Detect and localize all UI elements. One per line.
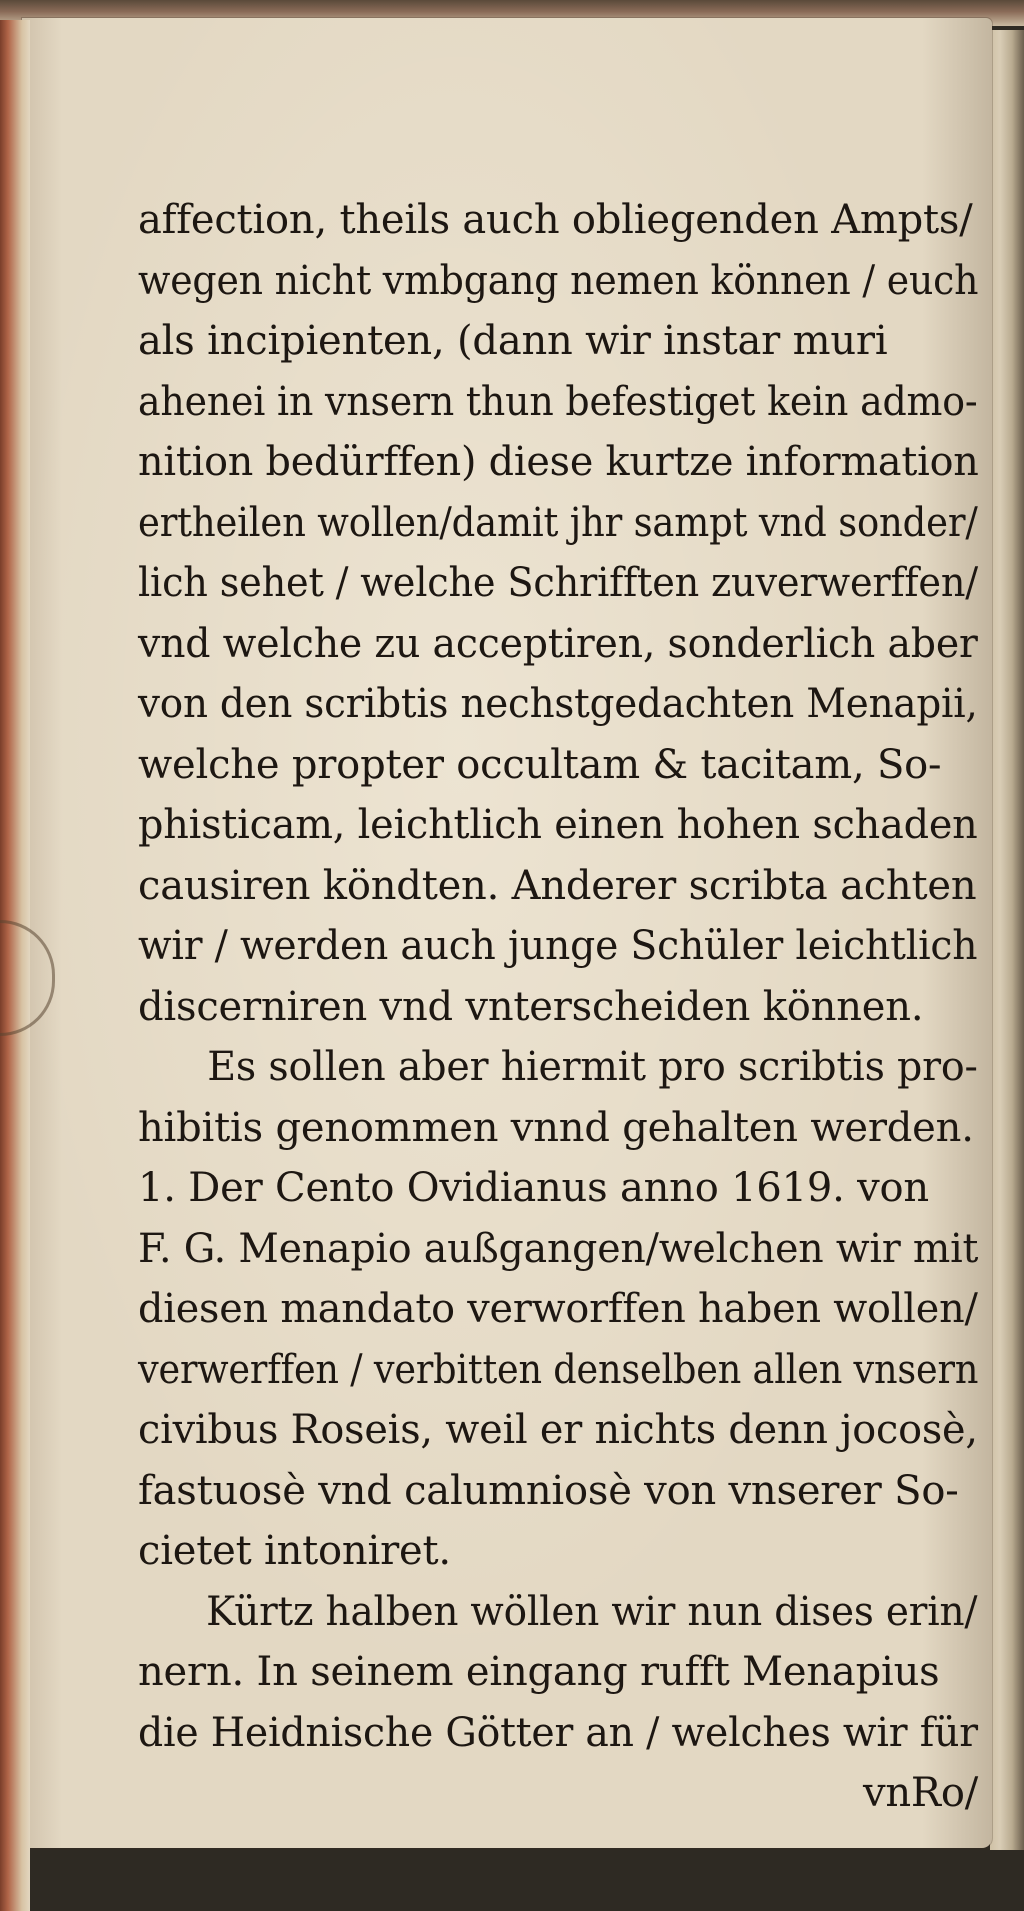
page-text xyxy=(138,190,978,1824)
text-line: als incipienten, (dann wir instar muri xyxy=(138,318,888,364)
text-line: civibus Roseis, weil er nichts denn jocosè, xyxy=(138,1407,978,1453)
text-line: wir / werden auch junge Schüler leichtlich xyxy=(138,923,978,969)
text-line: hibitis genommen vnnd gehalten werden. xyxy=(138,1104,974,1151)
text-line: die Heidnische Götter an / welches wir für xyxy=(138,1709,978,1756)
text-line: ertheilen wollen/damit jhr sampt vnd sonder/ xyxy=(138,499,978,546)
text-line: Kürtz halben wöllen wir nun dises erin/ xyxy=(206,1588,978,1635)
text-line: nern. In seinem eingang rufft Menapius xyxy=(138,1649,940,1695)
book-fore-edge xyxy=(990,30,1024,1850)
text-line: ahenei in vnsern thun befestiget kein admo- xyxy=(138,378,978,425)
text-line: diesen mandato verworffen haben wollen/ xyxy=(138,1286,978,1332)
text-line: discerniren vnd vnterscheiden können. xyxy=(138,983,924,1030)
text-line: welche propter occultam & tacitam, So- xyxy=(138,741,942,788)
catchword: vnRo/ xyxy=(862,1770,978,1816)
text-line: 1. Der Cento Ovidianus anno 1619. von xyxy=(138,1165,929,1211)
text-line: affection, theils auch obliegenden Ampts/ xyxy=(138,197,973,243)
text-line: cietet intoniret. xyxy=(138,1528,451,1574)
text-line: wegen nicht vmbgang nemen können / euch xyxy=(138,257,979,304)
text-line: Es sollen aber hiermit pro scribtis pro- xyxy=(207,1044,978,1090)
text-line: nition bedürffen) diese kurtze information xyxy=(138,439,979,485)
text-line: causiren köndten. Anderer scribta achten xyxy=(138,862,977,909)
text-line: F. G. Menapio außgangen/welchen wir mit xyxy=(138,1225,979,1272)
text-line: lich sehet / welche Schrifften zuverwerffen/ xyxy=(138,560,978,606)
text-line: phisticam, leichtlich einen hohen schaden xyxy=(138,802,978,848)
text-line: vnd welche zu acceptiren, sonderlich aber xyxy=(138,620,978,667)
text-line: verwerffen / verbitten denselben allen vnsern xyxy=(138,1346,979,1393)
text-line: fastuosè vnd calumniosè von vnserer So- xyxy=(138,1467,959,1514)
text-line: von den scribtis nechstgedachten Menapii, xyxy=(138,681,978,727)
